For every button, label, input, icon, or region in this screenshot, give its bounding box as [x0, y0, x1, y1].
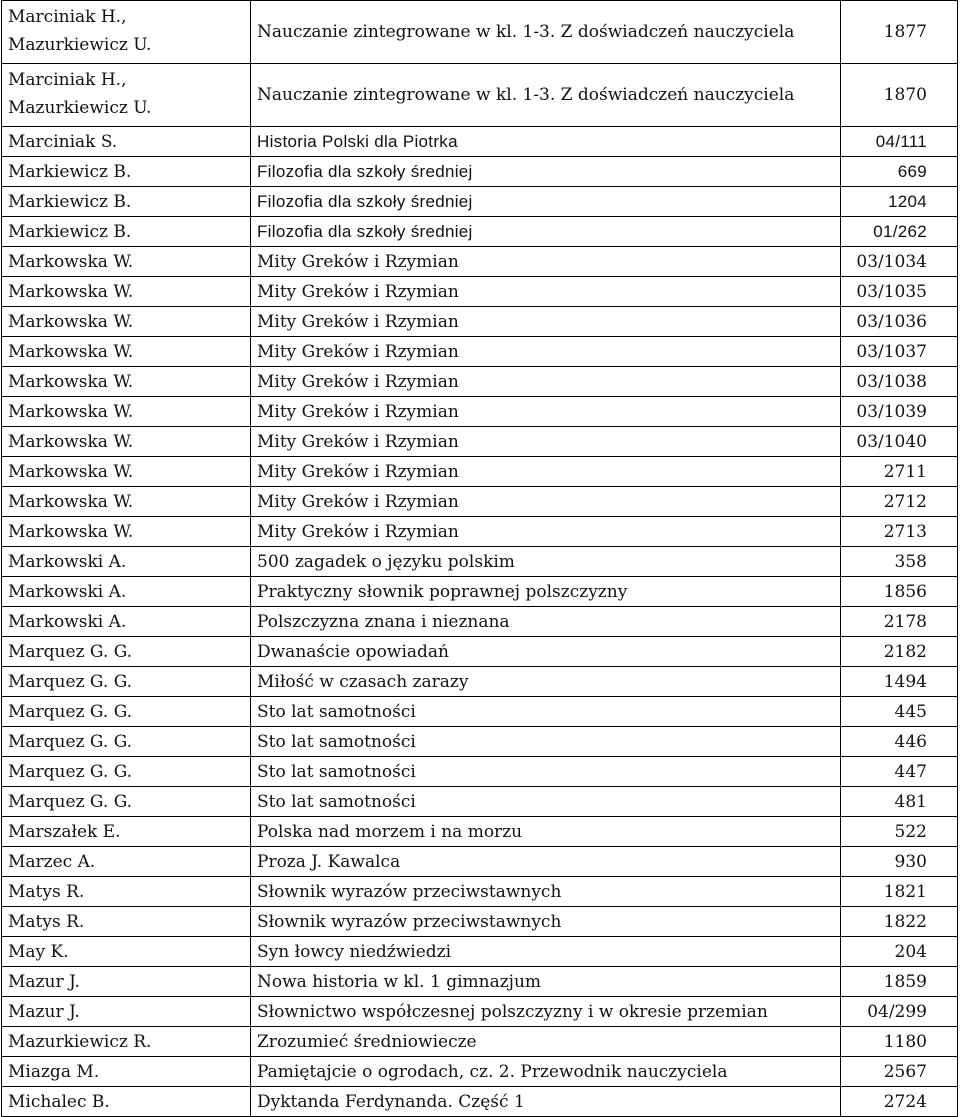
title-cell: Praktyczny słownik poprawnej polszczyzny	[251, 577, 841, 607]
inventory-number-cell: 1856	[841, 577, 958, 607]
title-cell: Historia Polski dla Piotrka	[251, 127, 841, 157]
title-cell: Sto lat samotności	[251, 787, 841, 817]
table-row	[2, 787, 958, 817]
table-row	[2, 637, 958, 667]
inventory-number-cell: 1877	[841, 1, 958, 64]
author-cell: Mazur J.	[2, 967, 251, 997]
table-row	[2, 877, 958, 907]
inventory-number-cell: 03/1035	[841, 277, 958, 307]
table-row	[2, 847, 958, 877]
table-row	[2, 367, 958, 397]
title-cell: Syn łowcy niedźwiedzi	[251, 937, 841, 967]
title-cell: Filozofia dla szkoły średniej	[251, 187, 841, 217]
title-cell: Mity Greków i Rzymian	[251, 487, 841, 517]
table-row	[2, 64, 958, 127]
title-cell: 500 zagadek o języku polskim	[251, 547, 841, 577]
author-cell: Marquez G. G.	[2, 757, 251, 787]
title-cell: Mity Greków i Rzymian	[251, 277, 841, 307]
author-cell: Markowski A.	[2, 547, 251, 577]
inventory-number-cell: 04/299	[841, 997, 958, 1027]
table-row	[2, 697, 958, 727]
inventory-number-cell: 2182	[841, 637, 958, 667]
title-cell: Słownictwo współczesnej polszczyzny i w okresie przemian	[251, 997, 841, 1027]
title-cell: Filozofia dla szkoły średniej	[251, 217, 841, 247]
inventory-number-cell: 2712	[841, 487, 958, 517]
author-cell: Marquez G. G.	[2, 637, 251, 667]
author-cell: Marciniak H., Mazurkiewicz U.	[2, 64, 251, 127]
inventory-number-cell: 03/1038	[841, 367, 958, 397]
author-cell: Markowska W.	[2, 457, 251, 487]
title-cell: Sto lat samotności	[251, 727, 841, 757]
author-cell: Marquez G. G.	[2, 697, 251, 727]
title-cell: Dwanaście opowiadań	[251, 637, 841, 667]
author-cell: Mazur J.	[2, 997, 251, 1027]
table-row	[2, 997, 958, 1027]
author-cell: Markiewicz B.	[2, 187, 251, 217]
inventory-number-cell: 03/1036	[841, 307, 958, 337]
inventory-number-cell: 481	[841, 787, 958, 817]
table-row	[2, 187, 958, 217]
inventory-number-cell: 01/262	[841, 217, 958, 247]
table-row	[2, 1027, 958, 1057]
title-cell: Nauczanie zintegrowane w kl. 1-3. Z doświadczeń nauczyciela	[251, 64, 841, 127]
inventory-number-cell: 522	[841, 817, 958, 847]
author-cell: Markowski A.	[2, 607, 251, 637]
inventory-number-cell: 04/111	[841, 127, 958, 157]
table-row	[2, 547, 958, 577]
title-cell: Polszczyzna znana i nieznana	[251, 607, 841, 637]
author-cell: Miazga M.	[2, 1057, 251, 1087]
title-cell: Słownik wyrazów przeciwstawnych	[251, 877, 841, 907]
author-cell: Matys R.	[2, 907, 251, 937]
table-row	[2, 577, 958, 607]
author-cell: Markowska W.	[2, 487, 251, 517]
inventory-number-cell: 1494	[841, 667, 958, 697]
title-cell: Zrozumieć średniowiecze	[251, 1027, 841, 1057]
inventory-number-cell: 2711	[841, 457, 958, 487]
inventory-number-cell: 03/1039	[841, 397, 958, 427]
table-row	[2, 217, 958, 247]
inventory-number-cell: 1859	[841, 967, 958, 997]
author-cell: Markowska W.	[2, 337, 251, 367]
author-cell: Markowska W.	[2, 277, 251, 307]
title-cell: Mity Greków i Rzymian	[251, 337, 841, 367]
author-cell: Michalec B.	[2, 1087, 251, 1117]
table-row	[2, 967, 958, 997]
inventory-number-cell: 1822	[841, 907, 958, 937]
inventory-number-cell: 03/1034	[841, 247, 958, 277]
title-cell: Mity Greków i Rzymian	[251, 247, 841, 277]
author-cell: Matys R.	[2, 877, 251, 907]
table-row	[2, 457, 958, 487]
author-cell: Markowska W.	[2, 307, 251, 337]
author-cell: Markowski A.	[2, 577, 251, 607]
inventory-number-cell: 1870	[841, 64, 958, 127]
author-cell: Markowska W.	[2, 397, 251, 427]
table-row	[2, 277, 958, 307]
catalog-table	[1, 0, 958, 1117]
inventory-number-cell: 03/1037	[841, 337, 958, 367]
author-cell: Markowska W.	[2, 427, 251, 457]
author-cell: Marquez G. G.	[2, 787, 251, 817]
table-row	[2, 427, 958, 457]
table-row	[2, 817, 958, 847]
table-row	[2, 307, 958, 337]
table-row	[2, 757, 958, 787]
table-row	[2, 727, 958, 757]
author-cell: Markowska W.	[2, 367, 251, 397]
author-cell: Marquez G. G.	[2, 727, 251, 757]
author-cell: Markiewicz B.	[2, 217, 251, 247]
author-cell: Marquez G. G.	[2, 667, 251, 697]
inventory-number-cell: 669	[841, 157, 958, 187]
table-row	[2, 397, 958, 427]
table-row	[2, 517, 958, 547]
title-cell: Dyktanda Ferdynanda. Część 1	[251, 1087, 841, 1117]
title-cell: Polska nad morzem i na morzu	[251, 817, 841, 847]
title-cell: Filozofia dla szkoły średniej	[251, 157, 841, 187]
inventory-number-cell: 1821	[841, 877, 958, 907]
title-cell: Mity Greków i Rzymian	[251, 427, 841, 457]
inventory-number-cell: 2713	[841, 517, 958, 547]
author-cell: Markiewicz B.	[2, 157, 251, 187]
author-cell: Marciniak H., Mazurkiewicz U.	[2, 1, 251, 64]
table-row	[2, 607, 958, 637]
inventory-number-cell: 2724	[841, 1087, 958, 1117]
title-cell: Mity Greków i Rzymian	[251, 517, 841, 547]
table-row	[2, 1087, 958, 1117]
author-cell: Marciniak S.	[2, 127, 251, 157]
author-cell: Marzec A.	[2, 847, 251, 877]
inventory-number-cell: 930	[841, 847, 958, 877]
author-cell: Marszałek E.	[2, 817, 251, 847]
inventory-number-cell: 1204	[841, 187, 958, 217]
title-cell: Sto lat samotności	[251, 757, 841, 787]
table-row	[2, 487, 958, 517]
inventory-number-cell: 2567	[841, 1057, 958, 1087]
table-row	[2, 1057, 958, 1087]
catalog-body	[2, 1, 958, 1117]
title-cell: Mity Greków i Rzymian	[251, 457, 841, 487]
table-row	[2, 1, 958, 64]
table-row	[2, 127, 958, 157]
inventory-number-cell: 204	[841, 937, 958, 967]
inventory-number-cell: 358	[841, 547, 958, 577]
title-cell: Nauczanie zintegrowane w kl. 1-3. Z doświadczeń nauczyciela	[251, 1, 841, 64]
inventory-number-cell: 447	[841, 757, 958, 787]
author-cell: Markowska W.	[2, 247, 251, 277]
inventory-number-cell: 446	[841, 727, 958, 757]
title-cell: Mity Greków i Rzymian	[251, 367, 841, 397]
title-cell: Sto lat samotności	[251, 697, 841, 727]
table-row	[2, 247, 958, 277]
inventory-number-cell: 445	[841, 697, 958, 727]
title-cell: Mity Greków i Rzymian	[251, 307, 841, 337]
table-row	[2, 667, 958, 697]
title-cell: Pamiętajcie o ogrodach, cz. 2. Przewodnik nauczyciela	[251, 1057, 841, 1087]
inventory-number-cell: 1180	[841, 1027, 958, 1057]
author-cell: Markowska W.	[2, 517, 251, 547]
table-row	[2, 157, 958, 187]
title-cell: Miłość w czasach zarazy	[251, 667, 841, 697]
title-cell: Nowa historia w kl. 1 gimnazjum	[251, 967, 841, 997]
table-row	[2, 337, 958, 367]
title-cell: Słownik wyrazów przeciwstawnych	[251, 907, 841, 937]
title-cell: Mity Greków i Rzymian	[251, 397, 841, 427]
inventory-number-cell: 2178	[841, 607, 958, 637]
author-cell: May K.	[2, 937, 251, 967]
author-cell: Mazurkiewicz R.	[2, 1027, 251, 1057]
title-cell: Proza J. Kawalca	[251, 847, 841, 877]
table-row	[2, 907, 958, 937]
inventory-number-cell: 03/1040	[841, 427, 958, 457]
table-row	[2, 937, 958, 967]
